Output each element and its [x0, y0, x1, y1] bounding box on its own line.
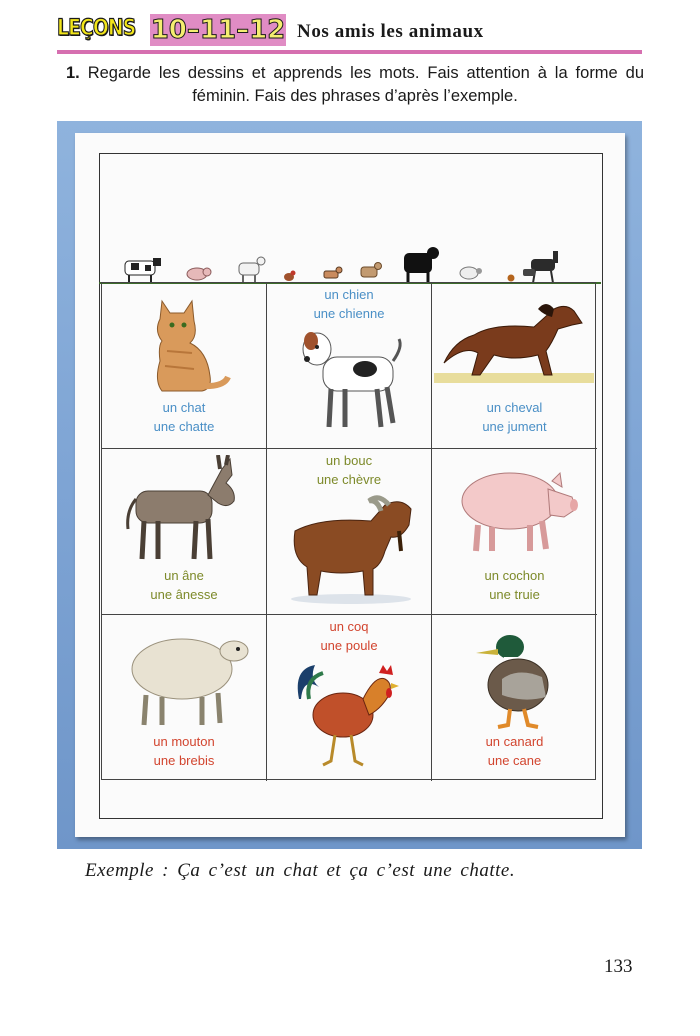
masculine-word: un chat — [162, 400, 206, 415]
small-sheep-icon — [460, 267, 482, 279]
exercise-text: Regarde les dessins et apprends les mots. Fais attention à la forme du féminin. Fais des phrases d’après l’exemple. — [87, 64, 644, 105]
feminine-word: une chèvre — [316, 472, 382, 487]
masculine-word: un mouton — [153, 734, 215, 749]
masculine-word: un chien — [324, 287, 374, 302]
card-horse — [432, 283, 597, 449]
feminine-word: une brebis — [153, 753, 215, 768]
masculine-word: un cheval — [486, 400, 543, 415]
horse-and-foal-icon — [523, 251, 558, 283]
exercise-instruction — [66, 62, 644, 108]
calf-icon — [361, 263, 382, 278]
cow-icon — [125, 258, 161, 283]
exercise-number: 1. — [66, 64, 80, 82]
feminine-word: une jument — [482, 419, 547, 434]
feminine-word: une chatte — [153, 419, 215, 434]
picture-board — [57, 121, 642, 849]
card-rooster — [267, 615, 432, 781]
cat-label — [102, 398, 266, 436]
card-donkey — [102, 449, 267, 615]
vocabulary-sheet — [75, 133, 625, 837]
lecons-label: LEÇONS — [57, 16, 136, 41]
horse-picture — [434, 295, 594, 395]
card-dog — [267, 283, 432, 449]
feminine-word: une ânesse — [150, 587, 218, 602]
masculine-word: un coq — [329, 619, 369, 634]
feminine-word: une truie — [489, 587, 540, 602]
card-cat — [102, 283, 267, 449]
pig-label — [432, 566, 597, 604]
goat-icon — [239, 257, 265, 283]
dog-picture — [295, 327, 405, 437]
cat-picture — [132, 291, 232, 396]
sheep-label — [102, 732, 266, 770]
card-goat — [267, 449, 432, 615]
black-bull-icon — [404, 247, 439, 283]
donkey-label — [102, 566, 266, 604]
card-duck — [432, 615, 597, 781]
feminine-word: une poule — [320, 638, 378, 653]
pig-icon — [187, 268, 211, 280]
masculine-word: un canard — [485, 734, 544, 749]
card-pig — [432, 449, 597, 615]
pig-picture — [452, 459, 582, 554]
duck-picture — [462, 623, 562, 733]
goat-picture — [281, 491, 421, 606]
dog-label — [267, 285, 431, 323]
sheep-picture — [122, 625, 252, 730]
small-dog-icon — [324, 267, 342, 278]
page-number: 133 — [604, 956, 633, 977]
example-sentence: Exemple : Ça c’est un chat et ça c’est une chatte. — [85, 860, 516, 881]
animal-cards-grid — [101, 282, 596, 780]
chick-icon — [508, 275, 515, 282]
lesson-numbers: 10–11–12 — [150, 15, 286, 45]
horse-label — [432, 398, 597, 436]
donkey-picture — [122, 455, 242, 565]
header-divider — [57, 50, 642, 54]
hen-icon — [284, 271, 296, 282]
rooster-label — [267, 617, 431, 655]
unit-title: Nos amis les animaux — [297, 21, 484, 42]
rooster-picture — [289, 659, 409, 771]
masculine-word: un cochon — [484, 568, 545, 583]
masculine-word: un bouc — [325, 453, 373, 468]
masculine-word: un âne — [164, 568, 204, 583]
card-sheep — [102, 615, 267, 781]
duck-label — [432, 732, 597, 770]
feminine-word: une cane — [487, 753, 542, 768]
feminine-word: une chienne — [313, 306, 385, 321]
goat-label — [267, 451, 431, 489]
